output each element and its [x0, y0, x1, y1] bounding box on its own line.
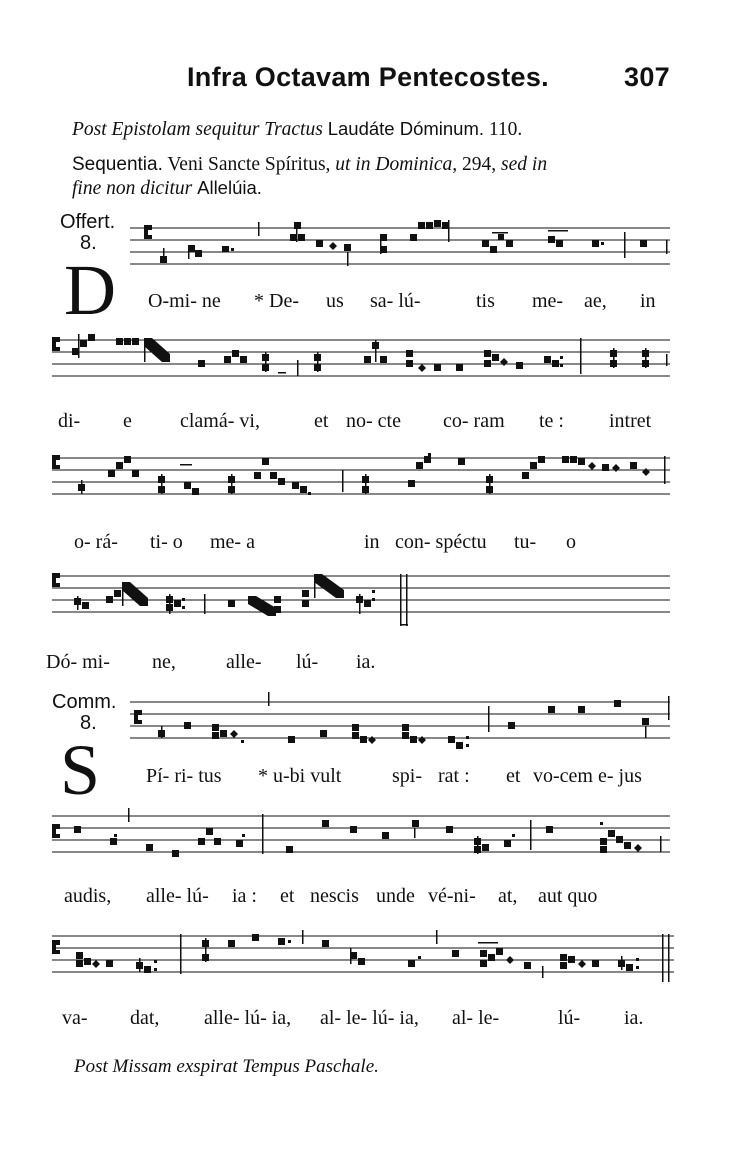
offertory-label: Offert. [60, 211, 116, 233]
lyric-syllable: O-mi- ne [148, 290, 221, 312]
page-reference: 294, [462, 154, 497, 175]
music-staff [130, 222, 670, 274]
lyric-syllable: vé-ni- [428, 885, 476, 907]
rubric-line-3 [72, 177, 262, 200]
lyric-syllable: lú- [296, 651, 319, 673]
lyric-syllable: nescis [310, 885, 359, 907]
lyric-syllable: ti- o [150, 531, 183, 553]
lyric-syllable: ae, [584, 290, 607, 312]
lyric-syllable: in [640, 290, 656, 312]
lyric-syllable: aut quo [538, 885, 598, 907]
lyric-syllable: et [280, 885, 295, 907]
rubric-italic-text: Post Epistolam sequitur Tractus [72, 119, 323, 140]
tract-psalm-number: 110. [488, 119, 523, 140]
lyric-syllable: at, [498, 885, 518, 907]
lyric-syllable: ia : [232, 885, 257, 907]
lyric-syllable: audis, [64, 885, 112, 907]
lyric-syllable: al- le- lú- ia, [320, 1007, 419, 1029]
rubric-italic-text: fine non dicitur [72, 178, 193, 199]
lyric-syllable: Pí- ri- tus [146, 765, 222, 787]
lyric-syllable: us [326, 290, 344, 312]
initial-letter-d: D [64, 250, 116, 330]
lyric-syllable: in [364, 531, 380, 553]
lyric-syllable: sa- lú- [370, 290, 421, 312]
lyric-syllable: o [566, 531, 576, 553]
lyric-syllable: Dó- mi- [46, 651, 110, 673]
lyric-syllable: alle- lú- ia, [204, 1007, 292, 1029]
lyric-syllable: ne, [152, 651, 176, 673]
lyric-syllable: me- a [210, 531, 255, 553]
page-number: 307 [624, 62, 670, 92]
music-staff [52, 334, 670, 386]
rubric-line-1 [72, 118, 522, 141]
lyric-syllable: vo-cem e- jus [533, 765, 642, 787]
lyric-syllable: spi- [392, 765, 422, 787]
lyric-syllable: e [123, 410, 132, 432]
lyric-syllable: di- [58, 410, 81, 432]
rubric-italic-text: sed in [501, 154, 548, 175]
music-staff [52, 930, 674, 990]
lyric-syllable: con- spéctu [395, 531, 487, 553]
mode-number: 8. [80, 712, 97, 734]
music-staff [52, 810, 670, 862]
lyric-syllable: clamá- vi, [180, 410, 260, 432]
lyric-syllable: no- cte [346, 410, 401, 432]
music-staff [52, 452, 670, 504]
rubric-line-2 [72, 154, 547, 176]
lyric-syllable: alle- [226, 651, 262, 673]
lyric-syllable: va- [62, 1007, 88, 1029]
tract-title: Laudáte Dóminum. [327, 118, 485, 139]
music-staff [52, 570, 670, 630]
page-title: Infra Octavam Pentecostes. [187, 62, 549, 92]
mode-number: 8. [80, 232, 97, 254]
lyric-syllable: rat : [438, 765, 470, 787]
lyric-syllable: * De- [254, 290, 299, 312]
communion-label: Comm. [52, 691, 117, 713]
lyric-syllable: alle- lú- [146, 885, 209, 907]
lyric-syllable: tu- [514, 531, 537, 553]
initial-letter-s: S [60, 730, 101, 810]
lyric-syllable: co- ram [443, 410, 505, 432]
lyric-syllable: intret [609, 410, 652, 432]
sequentia-label: Sequentia. [72, 154, 163, 175]
lyric-syllable: ia. [624, 1007, 644, 1029]
lyric-syllable: me- [532, 290, 564, 312]
rubric-italic-text: ut in Dominica, [335, 154, 458, 175]
lyric-syllable: tis [476, 290, 495, 312]
lyric-syllable: et [314, 410, 329, 432]
lyric-syllable: dat, [130, 1007, 160, 1029]
lyric-syllable: et [506, 765, 521, 787]
alleluia-word: Allelúia. [197, 177, 262, 198]
footer-rubric: Post Missam exspirat Tempus Paschale. [74, 1056, 379, 1077]
sequence-title: Veni Sancte Spíritus, [167, 154, 331, 175]
lyric-syllable: lú- [558, 1007, 581, 1029]
lyric-syllable: o- rá- [74, 531, 118, 553]
lyric-syllable: * u-bi vult [258, 765, 342, 787]
music-staff [130, 696, 670, 752]
lyric-syllable: unde [376, 885, 415, 907]
lyric-syllable: al- le- [452, 1007, 500, 1029]
lyric-syllable: ia. [356, 651, 376, 673]
lyric-syllable: te : [539, 410, 564, 432]
